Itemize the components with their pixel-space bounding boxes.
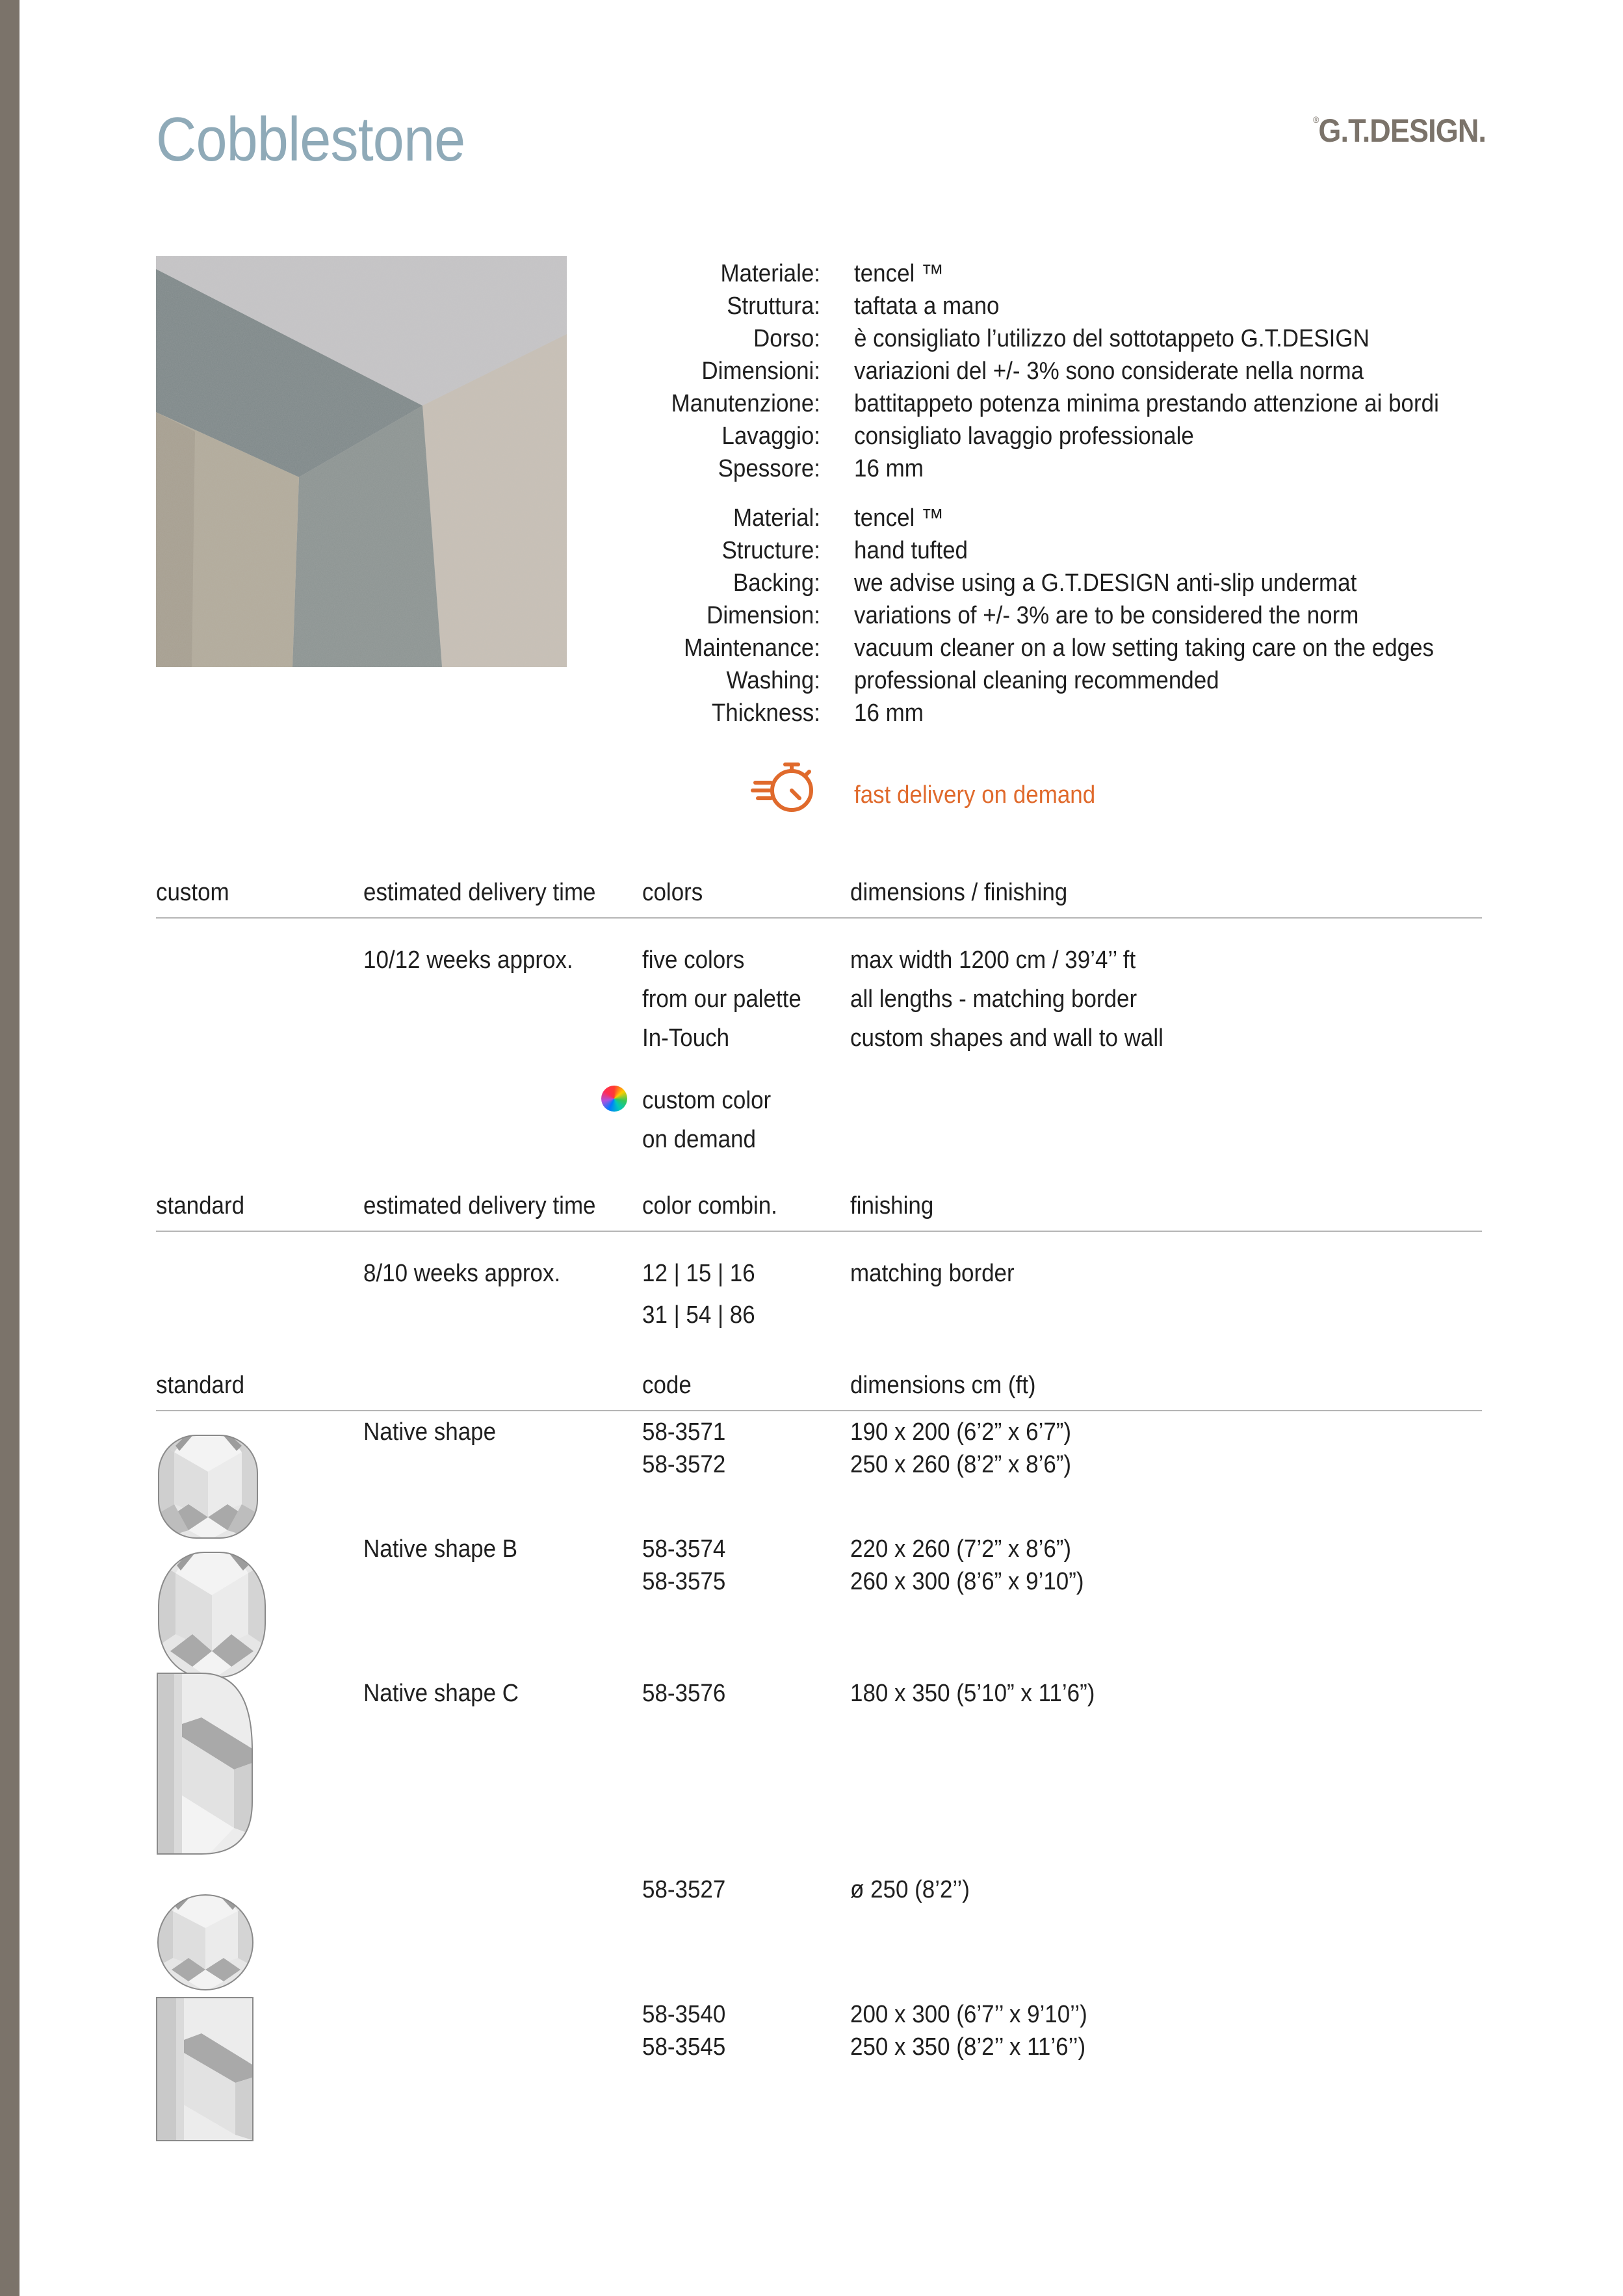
custom-color-demand-2: on demand xyxy=(642,1126,756,1153)
specs-en-value: 16 mm xyxy=(854,699,924,727)
size-row-4-code-1: 58-3527 xyxy=(642,1876,726,1903)
custom-divider xyxy=(156,917,1482,919)
size-row-5-code-1: 58-3540 xyxy=(642,2001,726,2028)
standard-combos-header: color combin. xyxy=(642,1192,777,1220)
round-shape-icon xyxy=(156,1893,255,1995)
custom-dimension-2: all lengths - matching border xyxy=(850,985,1137,1013)
size-row-2-name: Native shape B xyxy=(363,1535,518,1563)
specs-en-label: Washing: xyxy=(726,667,820,694)
custom-color-1: five colors xyxy=(642,946,745,974)
custom-colors-header: colors xyxy=(642,879,703,906)
specs-it-value: è consigliato l’utilizzo del sottotappeto G.T.DESIGN xyxy=(854,325,1370,352)
size-row-4-dim-1: ø 250 (8’2’’) xyxy=(850,1876,970,1903)
native-shape-c-icon xyxy=(156,1672,253,1859)
specs-it-value: tencel ™ xyxy=(854,260,944,287)
custom-delivery-time: 10/12 weeks approx. xyxy=(363,946,573,974)
specs-it-label: Lavaggio: xyxy=(721,423,820,450)
specs-it-value: 16 mm xyxy=(854,455,924,482)
size-row-5-dim-1: 200 x 300 (6’7’’ x 9’10’’) xyxy=(850,2001,1087,2028)
size-row-1-code-2: 58-3572 xyxy=(642,1451,726,1478)
standard-divider xyxy=(156,1231,1482,1232)
size-row-1-dim-2: 250 x 260 (8’2” x 8’6”) xyxy=(850,1451,1072,1478)
specs-en-label: Material: xyxy=(733,504,820,532)
native-shape-b-icon xyxy=(156,1550,268,1683)
specs-it-label: Dorso: xyxy=(753,325,820,352)
size-row-3-name: Native shape C xyxy=(363,1680,519,1707)
specs-it-label: Materiale: xyxy=(720,260,820,287)
custom-color-3: In-Touch xyxy=(642,1024,730,1052)
rectangle-shape-icon xyxy=(156,1997,253,2145)
sizes-code-header: code xyxy=(642,1372,692,1399)
size-row-3-code-1: 58-3576 xyxy=(642,1680,726,1707)
size-row-5-code-2: 58-3545 xyxy=(642,2033,726,2061)
size-row-5-dim-2: 250 x 350 (8’2’’ x 11’6’’) xyxy=(850,2033,1086,2061)
sizes-dimensions-header: dimensions cm (ft) xyxy=(850,1372,1036,1399)
sizes-divider xyxy=(156,1410,1482,1411)
custom-dimensions-header: dimensions / finishing xyxy=(850,879,1068,906)
page-title: Cobblestone xyxy=(156,105,465,174)
specs-it-value: battitappeto potenza minima prestando attenzione ai bordi xyxy=(854,390,1439,417)
specs-en-label: Maintenance: xyxy=(684,634,820,662)
product-swatch-image xyxy=(156,256,567,667)
custom-color-demand-1: custom color xyxy=(642,1087,772,1114)
standard-finishing-header: finishing xyxy=(850,1192,934,1220)
rug-texture-graphic xyxy=(156,256,567,667)
custom-color-2: from our palette xyxy=(642,985,801,1013)
standard-combo-1: 12 | 15 | 16 xyxy=(642,1260,755,1287)
fast-delivery-label: fast delivery on demand xyxy=(854,781,1096,809)
color-wheel-icon xyxy=(601,1086,627,1112)
custom-delivery-header: estimated delivery time xyxy=(363,879,596,906)
standard-delivery-header: estimated delivery time xyxy=(363,1192,596,1220)
specs-it-label: Spessore: xyxy=(718,455,820,482)
specs-en-value: professional cleaning recommended xyxy=(854,667,1219,694)
size-row-2-code-1: 58-3574 xyxy=(642,1535,726,1563)
specs-it-value: variazioni del +/- 3% sono considerate nella norma xyxy=(854,358,1364,385)
specs-en-label: Dimension: xyxy=(707,602,820,629)
size-row-2-code-2: 58-3575 xyxy=(642,1568,726,1595)
specs-en-label: Structure: xyxy=(721,537,820,564)
standard-combo-2: 31 | 54 | 86 xyxy=(642,1301,755,1329)
sizes-header: standard xyxy=(156,1372,245,1399)
standard-delivery-time: 8/10 weeks approx. xyxy=(363,1260,561,1287)
specs-it-label: Manutenzione: xyxy=(671,390,820,417)
specs-it-value: consigliato lavaggio professionale xyxy=(854,423,1194,450)
standard-header: standard xyxy=(156,1192,245,1220)
custom-header: custom xyxy=(156,879,229,906)
side-bar xyxy=(0,0,19,2296)
registered-mark: ® xyxy=(1313,114,1319,125)
standard-finishing: matching border xyxy=(850,1260,1015,1287)
brand-logo xyxy=(1313,112,1486,150)
size-row-3-dim-1: 180 x 350 (5’10” x 11’6”) xyxy=(850,1680,1095,1707)
specs-it-value: taftata a mano xyxy=(854,293,1000,320)
specs-en-value: variations of +/- 3% are to be considered the norm xyxy=(854,602,1359,629)
specs-en-value: hand tufted xyxy=(854,537,968,564)
specs-en-label: Backing: xyxy=(733,569,820,597)
specs-en-value: tencel ™ xyxy=(854,504,944,532)
brand-name: G.T.DESIGN. xyxy=(1318,112,1487,149)
specs-it-label: Dimensioni: xyxy=(701,358,820,385)
specs-it-label: Struttura: xyxy=(727,293,820,320)
size-row-1-dim-1: 190 x 200 (6’2” x 6’7”) xyxy=(850,1418,1072,1446)
custom-dimension-3: custom shapes and wall to wall xyxy=(850,1024,1163,1052)
specs-en-label: Thickness: xyxy=(711,699,820,727)
size-row-2-dim-1: 220 x 260 (7’2” x 8’6”) xyxy=(850,1535,1072,1563)
size-row-1-name: Native shape xyxy=(363,1418,497,1446)
specs-en-value: we advise using a G.T.DESIGN anti-slip undermat xyxy=(854,569,1357,597)
fast-delivery-icon xyxy=(747,759,819,821)
size-row-1-code-1: 58-3571 xyxy=(642,1418,726,1446)
specs-en-value: vacuum cleaner on a low setting taking care on the edges xyxy=(854,634,1435,662)
native-shape-icon xyxy=(156,1433,260,1544)
custom-dimension-1: max width 1200 cm / 39’4’’ ft xyxy=(850,946,1136,974)
size-row-2-dim-2: 260 x 300 (8’6” x 9’10”) xyxy=(850,1568,1084,1595)
